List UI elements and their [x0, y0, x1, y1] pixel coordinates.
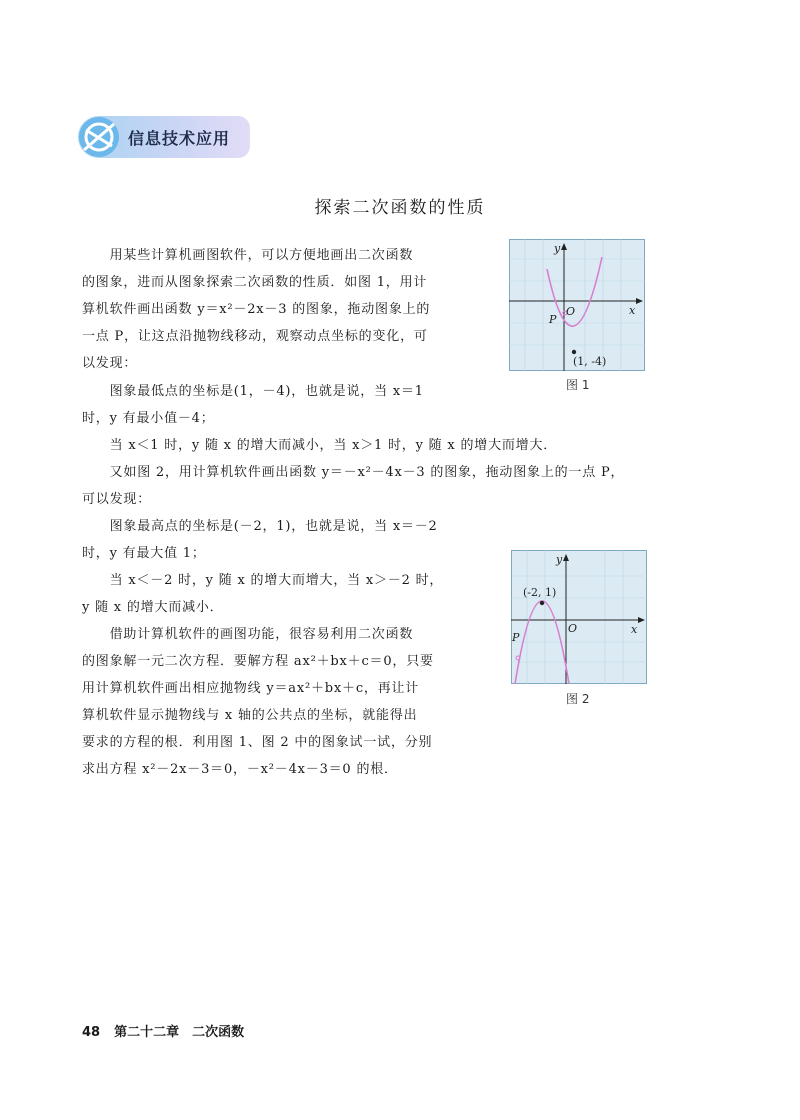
vertex-label: (-2, 1): [523, 586, 557, 599]
text-line: 用计算机软件画出相应抛物线 y＝ax²＋bx＋c，再让计: [82, 681, 420, 696]
figure-2: [511, 550, 647, 684]
text-line: 一点 P，让这点沿抛物线移动，观察动点坐标的变化，可: [82, 329, 428, 344]
text-line: 当 x＜1 时，y 随 x 的增大而减小，当 x＞1 时，y 随 x 的增大而增大．: [82, 438, 558, 453]
point-p-label: P: [549, 313, 557, 326]
text-line: y 随 x 的增大而减小．: [82, 600, 224, 615]
text-line: 可以发现：: [82, 492, 152, 507]
section-badge: [78, 116, 250, 158]
text-line: 用某些计算机画图软件，可以方便地画出二次函数: [82, 248, 414, 263]
text-line: 求出方程 x²－2x－3＝0，－x²－4x－3＝0 的根．: [82, 762, 398, 777]
page-number: 48: [82, 1025, 101, 1040]
text-line: 当 x＜－2 时，y 随 x 的增大而增大，当 x＞－2 时，: [82, 573, 444, 588]
origin-label: O: [566, 305, 576, 318]
tangent-circle-icon: [78, 116, 120, 158]
x-axis-label: x: [631, 623, 638, 636]
y-axis-label: y: [554, 242, 561, 255]
text-line: 时，y 有最大值 1；: [82, 546, 206, 561]
text-line: 图象最低点的坐标是(1，－4)，也就是说，当 x＝1: [82, 384, 424, 399]
x-axis-label: x: [629, 304, 636, 317]
text-line: 要求的方程的根．利用图 1、图 2 中的图象试一试，分别: [82, 735, 433, 750]
vertex-marker: [540, 601, 544, 605]
text-line: 以发现：: [82, 356, 138, 371]
page-footer: [82, 1021, 244, 1040]
figure-1-graph: [509, 239, 645, 371]
text-line: 又如图 2，用计算机软件画出函数 y＝－x²－4x－3 的图象，拖动图象上的一点 P，: [82, 465, 625, 480]
figure-1: [509, 239, 645, 371]
vertex-marker: [572, 350, 576, 354]
figure-2-graph: [511, 550, 647, 684]
figure-2-caption: 图 2: [566, 692, 590, 706]
text-line: 时，y 有最小值－4；: [82, 411, 215, 426]
vertex-label: (1, -4): [573, 355, 607, 368]
text-line: 算机软件画出函数 y＝x²－2x－3 的图象，拖动图象上的: [82, 302, 431, 317]
point-p-label: P: [512, 631, 520, 644]
text-line: 的图象，进而从图象探索二次函数的性质．如图 1，用计: [82, 275, 428, 290]
text-line: 算机软件显示抛物线与 x 轴的公共点的坐标，就能得出: [82, 708, 418, 723]
text-line: 的图象解一元二次方程．要解方程 ax²＋bx＋c＝0，只要: [82, 654, 434, 669]
graph-panel: [512, 551, 647, 684]
section-badge-label: 信息技术应用: [128, 129, 231, 148]
origin-label: O: [568, 622, 578, 635]
y-axis-label: y: [556, 553, 563, 566]
text-line: 图象最高点的坐标是(－2，1)，也就是说，当 x＝－2: [82, 519, 438, 534]
text-line: 借助计算机软件的画图功能，很容易利用二次函数: [82, 627, 414, 642]
page-title: 探索二次函数的性质: [314, 198, 486, 218]
chapter-title: 第二十二章 二次函数: [114, 1025, 245, 1040]
figure-1-caption: 图 1: [566, 378, 590, 392]
